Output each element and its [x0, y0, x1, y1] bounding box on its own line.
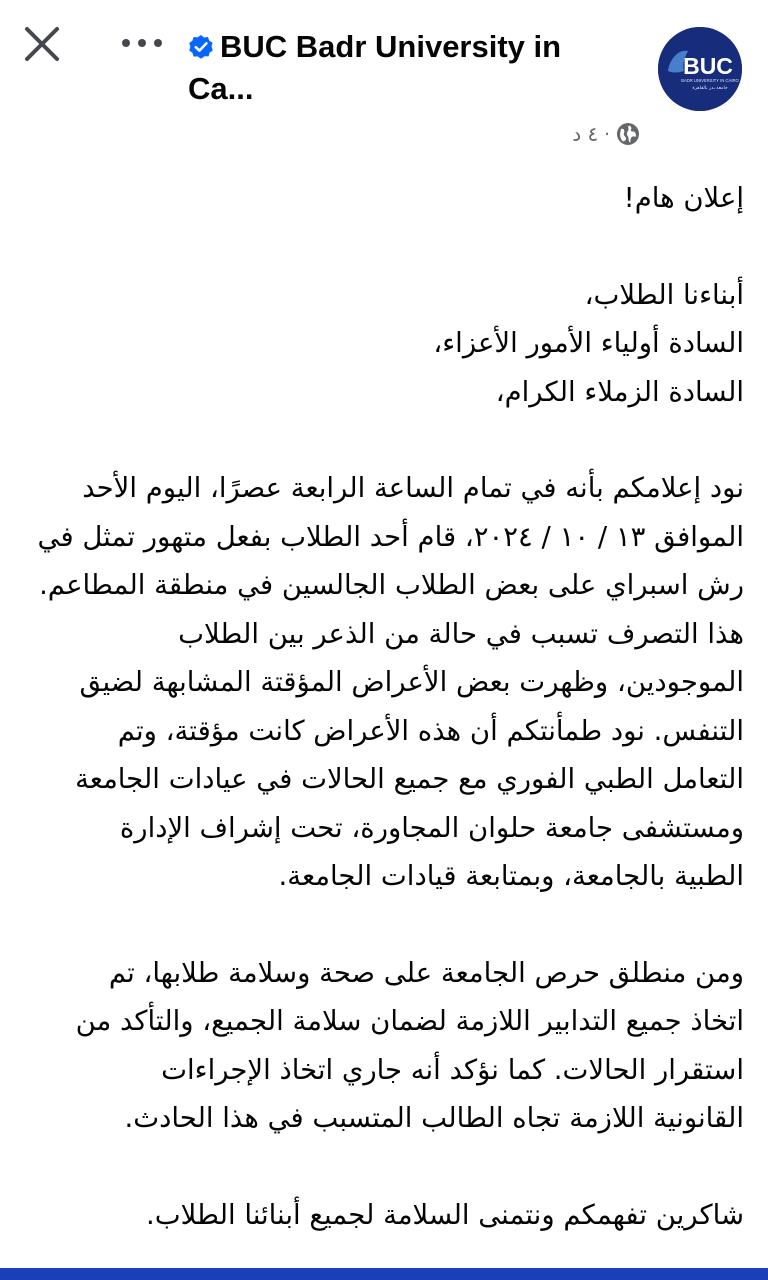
paragraph-line: هذا التصرف تسبب في حالة من الذعر بين الطلاب — [178, 617, 744, 650]
page-title-block[interactable] — [188, 26, 618, 110]
globe-icon[interactable] — [616, 122, 640, 146]
post-text — [20, 174, 744, 1280]
page-avatar[interactable] — [658, 27, 742, 111]
salutation-line: السادة الزملاء الكرام، — [495, 375, 744, 408]
salutation-line: أبناءنا الطلاب، — [584, 278, 744, 311]
paragraph-line: رش اسبراي على بعض الطلاب الجالسين في منطقة المطاعم. — [39, 569, 744, 601]
avatar-logo-subtext: BADR UNIVERSITY IN CAIRO — [681, 78, 739, 83]
announcement-paragraph-1 — [20, 464, 744, 901]
paragraph-line: ومستشفى جامعة حلوان المجاورة، تحت إشراف الإدارة — [119, 811, 744, 844]
close-icon — [23, 25, 61, 63]
paragraph-line: التنفس. نود طمأنتكم أن هذه الأعراض كانت مؤقتة، وتم — [117, 714, 744, 747]
paragraph-line: الموافق ١٣ / ١٠ / ٢٠٢٤، قام أحد الطلاب بفعل متهور تمثل في — [37, 520, 744, 553]
salutations — [20, 271, 744, 417]
meta-separator: · — [604, 123, 610, 145]
paragraph-line: نود إعلامكم بأنه في تمام الساعة الرابعة عصرًا، اليوم الأحد — [82, 472, 744, 504]
avatar-logo-text: BUC — [683, 53, 733, 79]
closing-paragraph — [20, 1191, 744, 1240]
verified-badge-icon — [188, 34, 214, 60]
post-heading-text: إعلان هام! — [623, 182, 744, 214]
post-heading — [20, 174, 744, 223]
paragraph-line: الطبية بالجامعة، وبمتابعة قيادات الجامعة. — [278, 860, 744, 892]
salutation-line: السادة أولياء الأمور الأعزاء، — [433, 327, 744, 359]
announcement-paragraph-2 — [20, 949, 744, 1143]
avatar-logo-arabic: جامعة بدر بالقاهرة — [692, 86, 728, 91]
post-meta — [572, 122, 640, 146]
paragraph-line: التعامل الطبي الفوري مع جميع الحالات في عيادات الجامعة — [75, 763, 744, 795]
paragraph-line: القانونية اللازمة تجاه الطالب المتسبب في هذا الحادث. — [124, 1102, 744, 1134]
bottom-bar — [0, 1268, 768, 1280]
more-options-button[interactable] — [118, 30, 166, 56]
page-name[interactable] — [188, 26, 618, 110]
page-name-line1: BUC Badr University in — [220, 29, 562, 64]
paragraph-line: الموجودين، وظهرت بعض الأعراض المؤقتة المشابهة لضيق — [79, 666, 744, 698]
more-options-icon — [120, 38, 164, 48]
page-name-line2: Ca... — [188, 71, 254, 106]
post-time[interactable]: ٤ د — [572, 122, 599, 146]
close-button[interactable] — [22, 24, 62, 64]
paragraph-line: اتخاذ جميع التدابير اللازمة لضمان سلامة الجميع، والتأكد من — [75, 1005, 744, 1037]
closing-line: شاكرين تفهمكم ونتمنى السلامة لجميع أبنائنا الطلاب. — [145, 1198, 744, 1231]
paragraph-line: ومن منطلق حرص الجامعة على صحة وسلامة طلابها، تم — [108, 956, 744, 989]
paragraph-line: استقرار الحالات. كما نؤكد أنه جاري اتخاذ الإجراءات — [161, 1053, 744, 1086]
buc-logo — [658, 27, 742, 111]
